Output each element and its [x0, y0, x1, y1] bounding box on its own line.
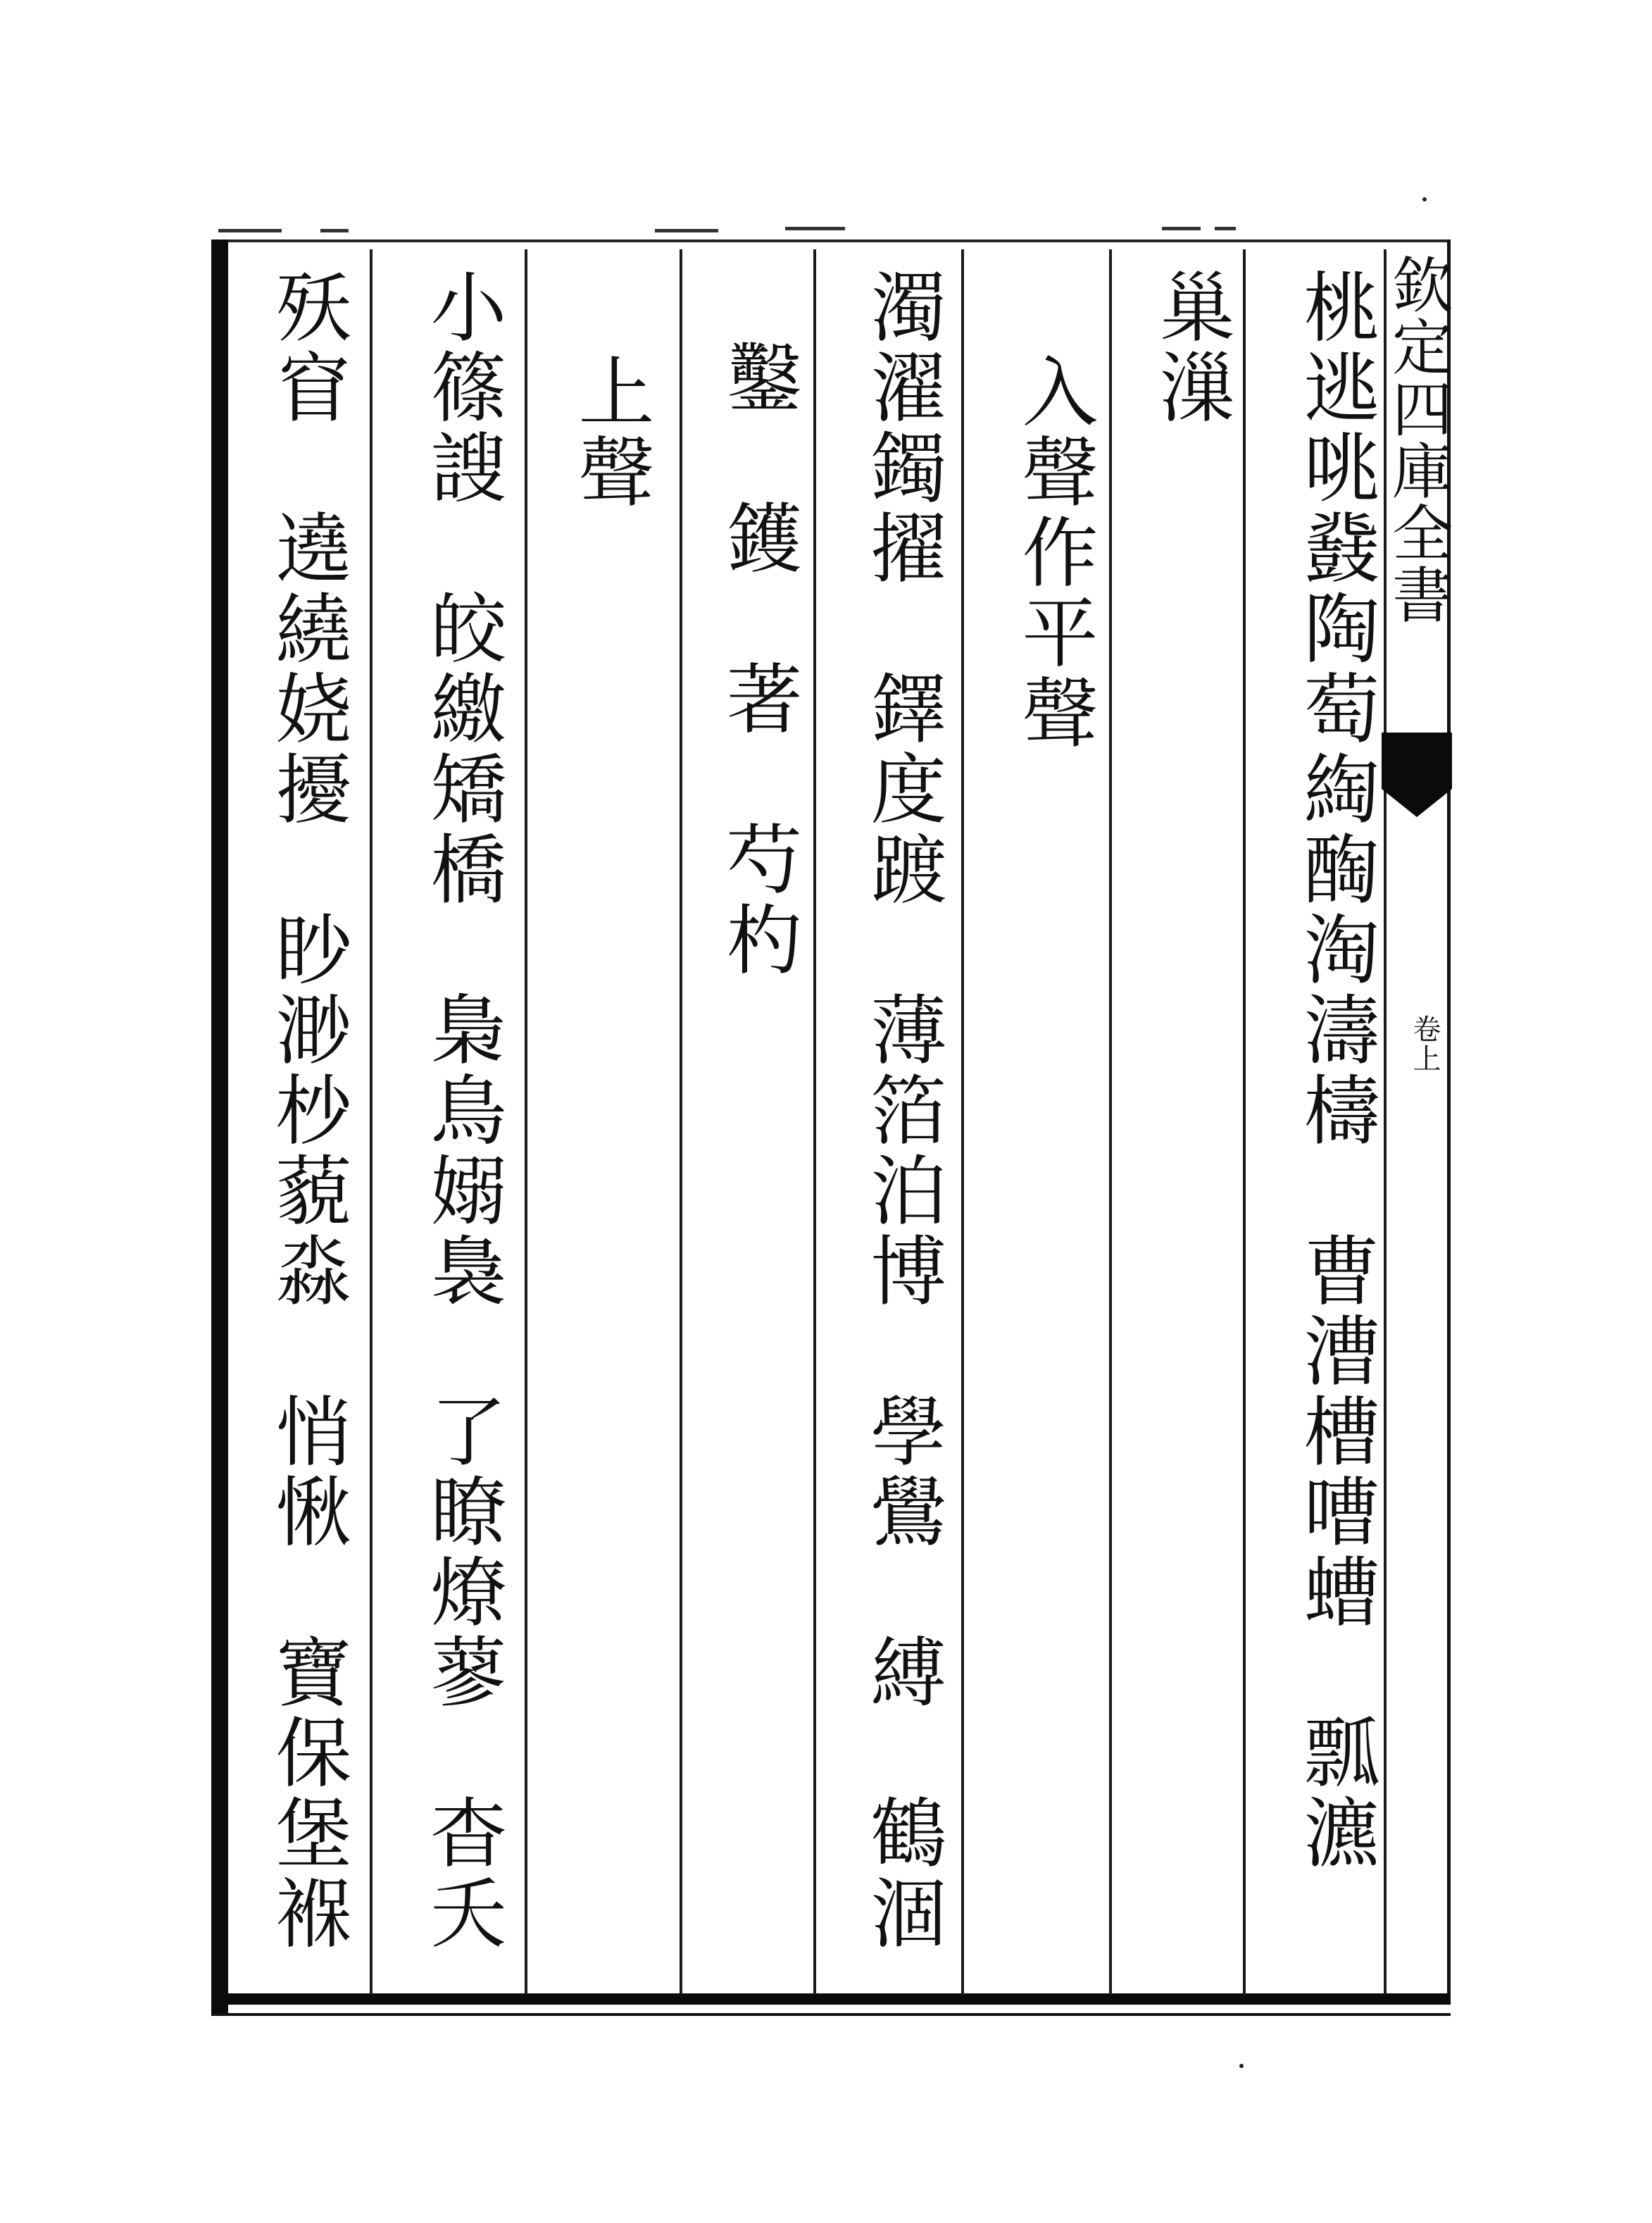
text-column-2: 巢漅 [1146, 268, 1234, 428]
speck [1422, 197, 1427, 201]
top-dash [1162, 227, 1201, 230]
text-column-3: 入聲作平聲 [1009, 352, 1097, 754]
text-column-4: 濁濯鐲擢 鐸度踱 薄箔泊博 學鷽 縛 鶴涸 [858, 268, 946, 1954]
top-dash [320, 229, 349, 232]
book-title: 欽定四庫全書 [1382, 254, 1452, 625]
bottom-rule [211, 2013, 1451, 2016]
text-column-7: 小篠謏 皎繳矯橋 梟鳥嫋裊 了瞭燎蓼 杳夭 [418, 268, 506, 1954]
text-column-1: 桃逃咷鼗陶萄綯醄淘濤檮 曹漕槽嘈螬 瓢瀌 [1291, 268, 1379, 1874]
top-dash [218, 229, 282, 232]
volume-label: 卷上 [1408, 1014, 1441, 1073]
column-rule [1243, 249, 1246, 1995]
fish-tail-mark [1382, 733, 1452, 817]
left-border [211, 239, 228, 2015]
top-dash [655, 229, 718, 232]
text-column-6: 上聲 [565, 352, 653, 513]
top-border [228, 239, 1451, 242]
text-column-5: 鑿 鑊 著 芍杓 [713, 338, 801, 980]
top-dash [785, 227, 845, 230]
text-column-8: 殀窅 遶繞娆擾 眇渺杪藐淼 悄愀 寶保堡褓 [263, 268, 351, 1954]
speck [1239, 2064, 1244, 2068]
text-frame [211, 239, 1451, 2011]
bottom-border [211, 1993, 1451, 2005]
column-rule [680, 249, 682, 1995]
top-dash [1215, 227, 1236, 230]
